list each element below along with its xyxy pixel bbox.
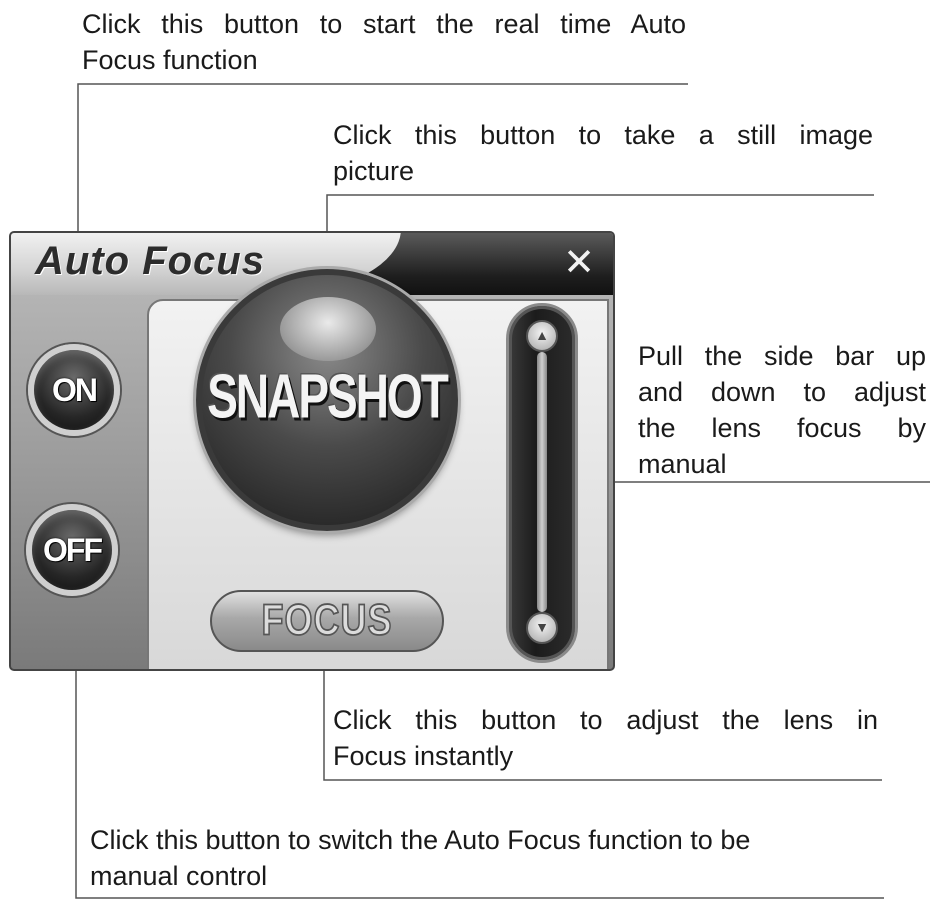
focus-callout-line2: Focus instantly	[333, 741, 514, 771]
panel-title: Auto Focus	[35, 239, 265, 283]
close-icon: ✕	[563, 242, 595, 284]
focus-button[interactable]	[210, 590, 444, 652]
snapshot-callout-line1: Click this button to take a still image	[333, 120, 873, 150]
off-callout-line1: Click this button to switch the Auto Focus function to be	[90, 825, 751, 855]
close-button[interactable]	[561, 242, 597, 284]
on-button[interactable]	[28, 344, 120, 436]
snapshot-callout-line2: picture	[333, 156, 415, 186]
focus-button-label: FOCUS	[261, 594, 393, 644]
off-button[interactable]	[26, 504, 118, 596]
focus-callout	[333, 702, 878, 774]
chevron-up-icon: ▲	[535, 327, 549, 343]
off-callout-line2: manual control	[90, 861, 268, 891]
off-button-label: OFF	[43, 532, 101, 568]
focus-slider[interactable]	[506, 303, 578, 663]
slider-callout-line4: manual	[638, 449, 727, 479]
slider-callout-line2: and down to adjust	[638, 377, 926, 407]
chevron-down-icon: ▼	[535, 619, 549, 635]
on-button-label: ON	[52, 372, 96, 408]
slider-callout-line1: Pull the side bar up	[638, 341, 926, 371]
snapshot-callout	[333, 117, 873, 189]
snapshot-button[interactable]	[196, 269, 458, 531]
slider-top-handle[interactable]	[526, 320, 558, 352]
off-callout	[90, 822, 890, 894]
on-callout-line1: Click this button to start the real time Auto	[82, 9, 686, 39]
slider-callout-line3: the lens focus by	[638, 413, 926, 443]
slider-bottom-handle[interactable]	[526, 612, 558, 644]
snapshot-highlight	[280, 297, 376, 361]
focus-callout-line1: Click this button to adjust the lens in	[333, 705, 878, 735]
on-callout-line2: Focus function	[82, 45, 258, 75]
on-callout	[82, 6, 686, 78]
snapshot-button-label: SNAPSHOT	[207, 360, 447, 432]
slider-callout	[638, 338, 926, 482]
slider-rail	[537, 352, 547, 612]
